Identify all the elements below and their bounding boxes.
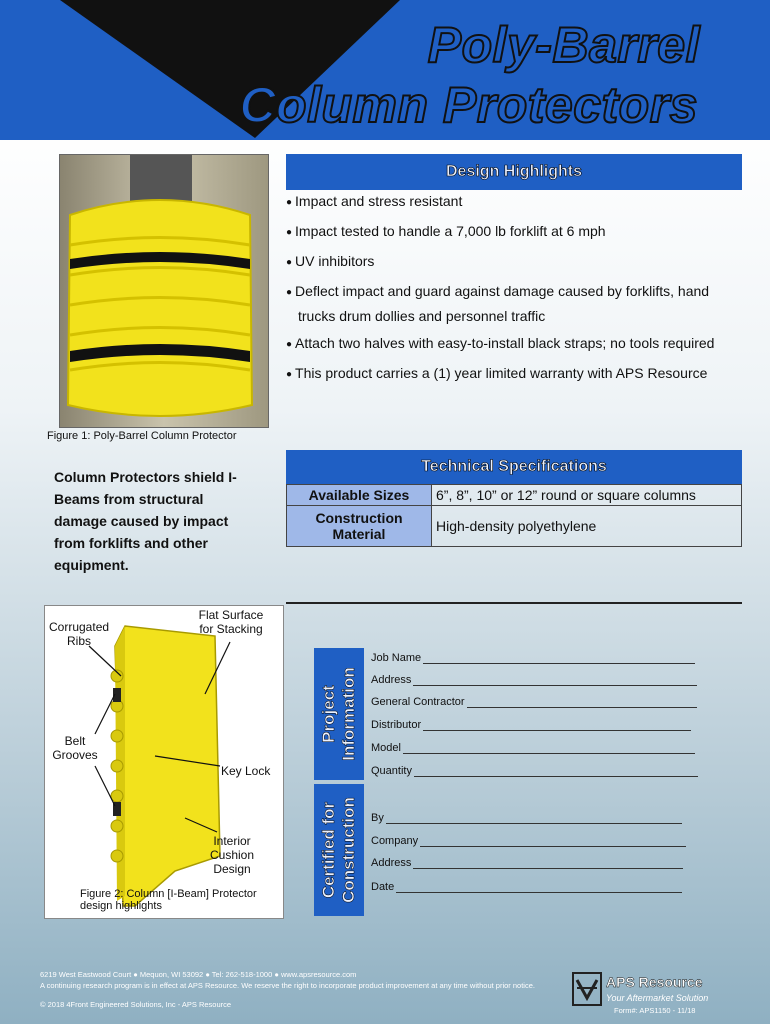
design-highlights-list bbox=[286, 190, 746, 392]
certified-band bbox=[314, 784, 364, 916]
footer-copyright: © 2018 4Front Engineered Solutions, Inc - APS Resource bbox=[40, 1000, 232, 1009]
field-line[interactable] bbox=[420, 836, 686, 847]
tech-specs-table bbox=[286, 484, 742, 547]
tech-specs-heading-text: Technical Specifications bbox=[421, 458, 607, 475]
field-line[interactable] bbox=[413, 675, 697, 686]
quantity-field[interactable] bbox=[371, 765, 698, 777]
label-flat-surface: Flat Surface for Stacking bbox=[198, 608, 264, 636]
field-label: Model bbox=[371, 742, 401, 754]
shield-statement: Column Protectors shield I-Beams from structural damage caused by impact from forklifts and other equipment. bbox=[54, 469, 237, 573]
field-label: By bbox=[371, 812, 384, 824]
label-key-lock: Key Lock bbox=[221, 764, 271, 778]
list-item: ● Impact tested to handle a 7,000 lb forklift at 6 mph bbox=[286, 220, 746, 245]
company-field[interactable] bbox=[371, 835, 686, 847]
footer-address: 6219 West Eastwood Court ● Mequon, WI 53092 ● Tel: 262-518-1000 ● www.apsresource.com bbox=[40, 970, 357, 979]
certified-label: Certified for Construction bbox=[319, 797, 358, 903]
label-corrugated-ribs: Corrugated Ribs bbox=[49, 620, 110, 648]
field-line[interactable] bbox=[403, 743, 695, 754]
spec-value: 6”, 8”, 10” or 12” round or square columns bbox=[432, 485, 742, 506]
model-field[interactable] bbox=[371, 742, 695, 754]
column-protector-image bbox=[60, 155, 268, 427]
field-label: Quantity bbox=[371, 765, 412, 777]
field-label: Address bbox=[371, 674, 412, 686]
list-item: ● UV inhibitors bbox=[286, 250, 746, 275]
spec-key: Available Sizes bbox=[287, 485, 432, 506]
list-item: ● Deflect impact and guard against damage caused by forklifts, hand trucks drum dollies and personnel traffic bbox=[286, 280, 746, 327]
field-label: Date bbox=[371, 881, 395, 893]
field-line[interactable] bbox=[413, 858, 683, 869]
field-label: Company bbox=[371, 835, 419, 847]
aps-logo-icon bbox=[572, 972, 602, 1006]
table-row bbox=[287, 485, 742, 506]
field-label: General Contractor bbox=[371, 696, 465, 708]
list-item: ● This product carries a (1) year limited warranty with APS Resource bbox=[286, 362, 746, 387]
field-label: Address bbox=[371, 857, 412, 869]
tech-specs-heading bbox=[286, 450, 742, 484]
field-line[interactable] bbox=[396, 882, 682, 893]
header-banner bbox=[0, 0, 770, 140]
field-label: Job Name bbox=[371, 652, 422, 664]
label-belt-grooves: Belt Grooves bbox=[52, 734, 98, 762]
design-highlights-heading-text: Design Highlights bbox=[446, 163, 582, 180]
figure1-caption: Figure 1: Poly-Barrel Column Protector bbox=[47, 430, 237, 442]
label-interior-cushion: Interior Cushion Design bbox=[209, 834, 255, 876]
title-line-1: Poly-Barrel bbox=[427, 17, 700, 73]
figure2-caption: Figure 2: Column [I-Beam] Protector design highlights bbox=[80, 888, 257, 912]
field-line[interactable] bbox=[423, 720, 691, 731]
logo-tagline: Your Aftermarket Solution bbox=[606, 993, 709, 1003]
figure1-photo bbox=[59, 154, 269, 428]
list-item: ● Attach two halves with easy-to-install black straps; no tools required bbox=[286, 332, 746, 357]
date-field[interactable] bbox=[371, 881, 682, 893]
address-field[interactable] bbox=[371, 674, 697, 686]
field-line[interactable] bbox=[386, 813, 682, 824]
logo-name: APS Resource bbox=[606, 974, 703, 990]
general-contractor-field[interactable] bbox=[371, 696, 697, 708]
job-name-field[interactable] bbox=[371, 652, 695, 664]
cert-address-field[interactable] bbox=[371, 857, 683, 869]
form-number: Form#: APS1150 - 11/18 bbox=[614, 1006, 696, 1015]
design-highlights-heading bbox=[286, 154, 742, 190]
project-info-label: Project Information bbox=[319, 667, 358, 761]
footer-notice: A continuing research program is in effect at APS Resource. We reserve the right to incorporate product improvement at any time without prior notice. bbox=[40, 981, 535, 990]
divider bbox=[286, 602, 742, 604]
spec-key: Construction Material bbox=[287, 506, 432, 547]
project-info-band bbox=[314, 648, 364, 780]
title-line-2: Column Protectors bbox=[239, 77, 698, 133]
list-item: ● Impact and stress resistant bbox=[286, 190, 746, 215]
field-line[interactable] bbox=[423, 653, 695, 664]
distributor-field[interactable] bbox=[371, 719, 691, 731]
table-row bbox=[287, 506, 742, 547]
field-line[interactable] bbox=[414, 766, 698, 777]
figure2-diagram bbox=[44, 605, 284, 919]
by-field[interactable] bbox=[371, 812, 682, 824]
field-label: Distributor bbox=[371, 719, 422, 731]
aps-logo bbox=[572, 968, 709, 1018]
spec-value: High-density polyethylene bbox=[432, 506, 742, 547]
field-line[interactable] bbox=[467, 697, 697, 708]
